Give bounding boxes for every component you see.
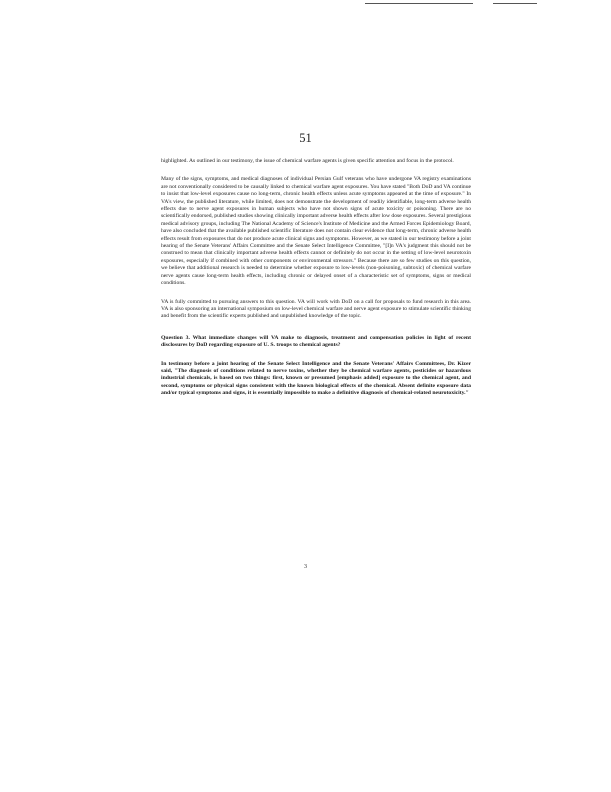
- page-number-bottom: 3: [304, 564, 307, 570]
- paragraph-signs-symptoms: Many of the signs, symptoms, and medical diagnoses of individual Persian Gulf veterans who have undergone VA registry examinations are not conventionally considered to be causally linked to chemical warfare agent exposures. You have stated "Both DoD and VA continue to insist that low-level exposures cause no long-term, chronic health effects unless acute symptoms appeared at the time of exposure." In VA's view, the published literature, while limited, does not demonstrate the development of readily identifiable, long-term adverse health effects due to nerve agent exposures in human subjects who have not shown signs of acute toxicity or poisoning. There are no scientifically endorsed, published studies showing clinically important adverse health effects after low dose exposures. Several prestigious medical advisory groups, including The National Academy of Science's Institute of Medicine and the Armed Forces Epidemiology Board, have also concluded that the available published scientific literature does not contain clear evidence that long-term, chronic adverse health effects result from exposures that do not produce acute clinical signs and symptoms. However, as we stated in our testimony before a joint hearing of the Senate Veterans' Affairs Committee and the Senate Select Intelligence Committee, "[I]n VA's judgment this should not be construed to mean that clinically important adverse health effects cannot or definitely do not occur in the setting of low-level neurotoxin exposures, especially if combined with other components or environmental stressors." Because there are so few studies on this question, we believe that additional research is needed to determine whether exposure to low-levels (non-poisoning, subtoxic) of chemical warfare nerve agents cause long-term health effects, including chronic or delayed onset of a characteristic set of symptoms, signs or medical conditions.: [161, 176, 471, 287]
- top-rule-right: [493, 3, 537, 4]
- top-rule-left: [365, 3, 473, 4]
- paragraph-continuation: highlighted. As outlined in our testimony, the issue of chemical warfare agents is given specific attention and focus in the protocol.: [161, 158, 454, 164]
- paragraph-va-commitment: VA is fully committed to pursuing answers to this question. VA will work with DoD on a call for proposals to fund research in this area. VA is also sponsoring an international symposium on low-level chemical warfare and nerve agent exposure to stimulate scientific thinking and benefit from the scientific experts published and unpublished knowledge of the topic.: [161, 298, 471, 320]
- question-3: Question 3. What immediate changes will VA make to diagnosis, treatment and compensation policies in light of recent disclosures by DoD regarding exposure of U. S. troops to chemical agents?: [161, 334, 471, 349]
- page-number-top: 51: [299, 131, 312, 145]
- document-body: [161, 158, 471, 409]
- answer-3: In testimony before a joint hearing of the Senate Select Intelligence and the Senate Veterans' Affairs Committees, Dr. Kizer said, "The diagnosis of conditions related to nerve toxins, whether they be chemical warfare agents, pesticides or hazardous industrial chemicals, is based on two things: first, known or presumed [emphasis added] exposure to the chemical agent, and second, symptoms or physical signs consistent with the known biological effects of the chemical. Absent definite exposure data and/or typical symptoms and signs, it is essentially impossible to make a definitive diagnosis of chemical-related neurotoxicity.": [161, 360, 471, 397]
